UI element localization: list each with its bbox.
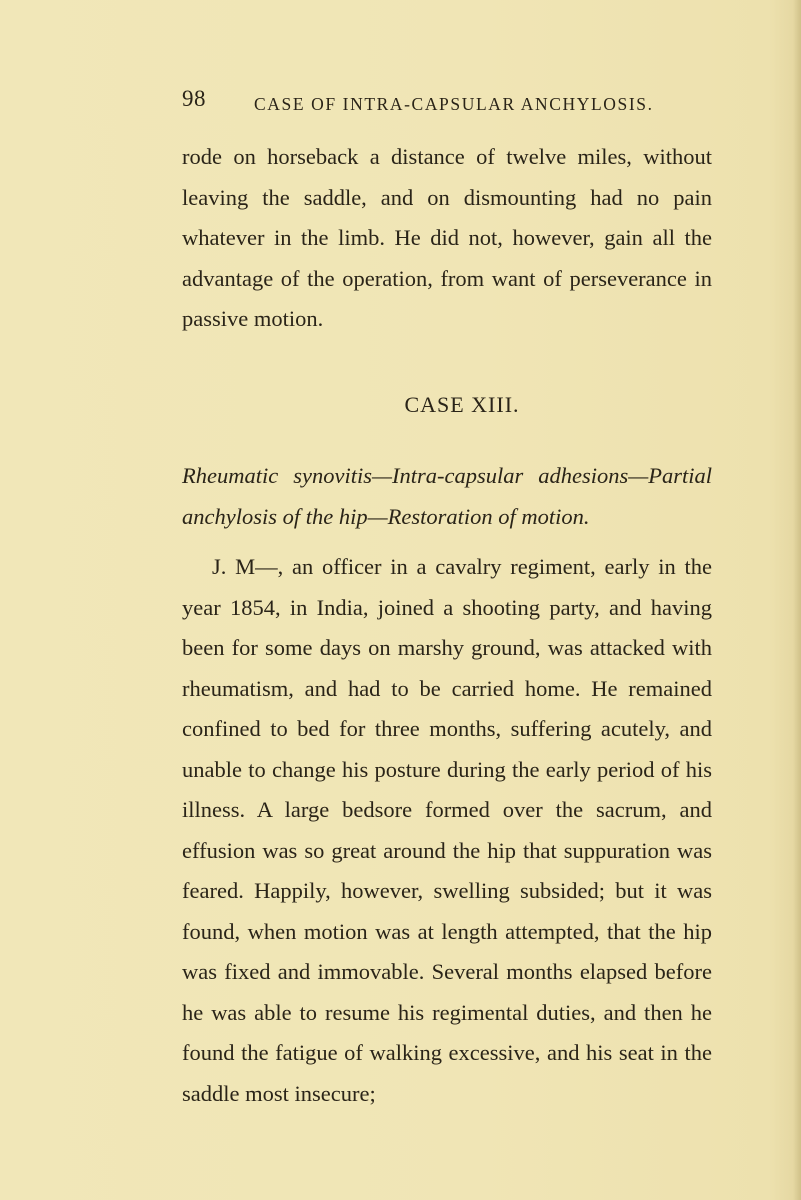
continuation-paragraph: rode on horseback a distance of twelve miles, without leaving the saddle, and on dismounting had no pain whatever in the limb. He did not, however, gain all the advantage of the operation, from want of perseverance in passive motion.: [182, 144, 712, 331]
page-number: 98: [182, 86, 206, 111]
page-edge-shadow: [793, 0, 801, 1200]
case-subtitle: Rheumatic synovitis—Intra-capsular adhesions—Partial anchylosis of the hip—Restoration of motion.: [182, 463, 712, 529]
running-head: CASE OF INTRA-CAPSULAR ANCHYLOSIS.: [254, 94, 654, 114]
case-title: CASE XIII.: [404, 392, 520, 417]
page-header: [182, 86, 702, 122]
case-body-paragraph: J. M—, an officer in a cavalry regiment, early in the year 1854, in India, joined a shooting party, and having been for some days on marshy ground, was attacked with rheumatism, and had to be carried home. He remained confined to bed for three months, suffering acutely, and unable to change his posture during the early period of his illness. A large bedsore formed over the sacrum, and effusion was so great around the hip that suppuration was feared. Happily, however, swelling subsided; but it was found, when motion was at length attempted, that the hip was fixed and immovable. Several months elapsed before he was able to resume his regimental duties, and then he found the fatigue of walking excessive, and his seat in the saddle most insecure;: [182, 554, 712, 1106]
